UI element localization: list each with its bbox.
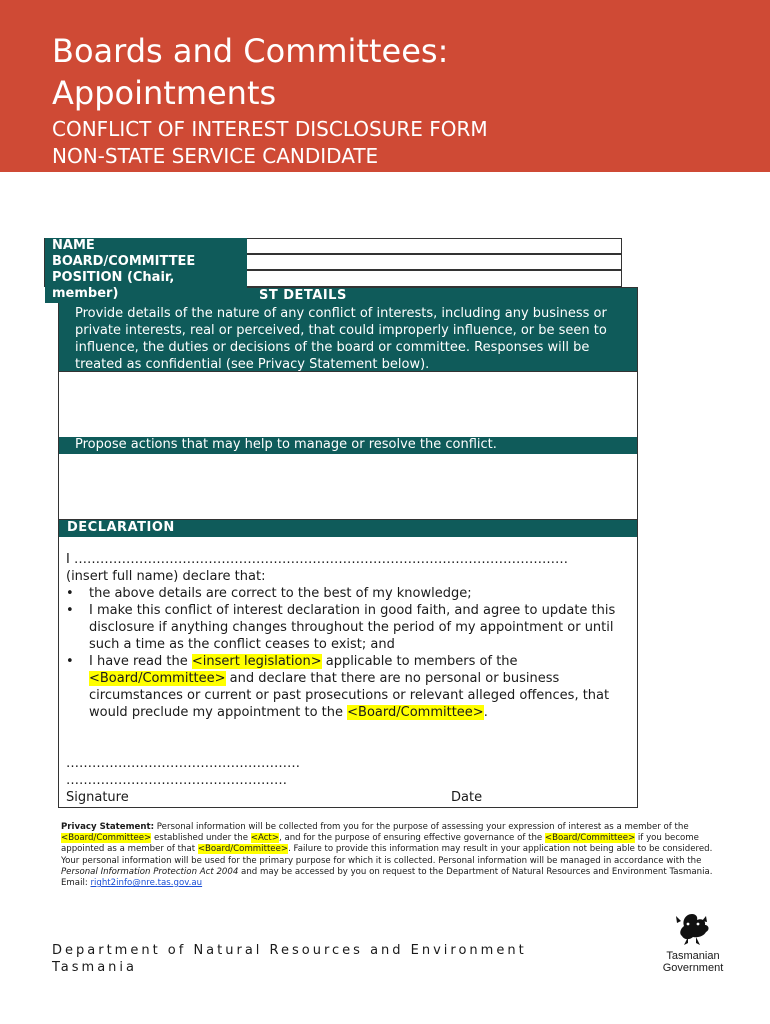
position-label-line: POSITION (Chair,: [52, 270, 175, 285]
logo-line: Tasmanian: [666, 950, 720, 962]
conflict-details-section: [58, 287, 638, 520]
conflict-intro-text: [75, 305, 635, 373]
placeholder-legislation: <insert legislation>: [191, 654, 322, 669]
actions-prompt-bar: [59, 437, 637, 454]
privacy-paragraph-1: [61, 822, 733, 856]
email-link[interactable]: right2info@nre.tas.gov.au: [90, 878, 203, 889]
text-run: if you become appointed as a member of that: [61, 833, 699, 855]
conflict-section-header-text: ST DETAILS: [259, 288, 347, 303]
logo-line: Government: [662, 962, 724, 974]
text-run: Personal information will be collected from you for the purpose of assessing your expression of interest as a member of the: [154, 822, 689, 832]
board-field[interactable]: [247, 255, 621, 269]
declaration-item: • I make this conflict of interest declaration in good faith, and agree to update this disclosure if anything changes throughout the period of my appointment or until such a time as the conflict ceases to exist; and: [66, 602, 632, 653]
text-run: .: [483, 705, 488, 720]
text-run: and may be accessed by you on request to the Department of Natural Resources and Environment Tasmania. Email:: [61, 866, 713, 889]
name-field[interactable]: [247, 239, 621, 253]
department-line: Tasmania: [52, 960, 137, 975]
placeholder-act: <Act>: [250, 833, 279, 844]
intro-line: influence, the duties or decisions of the board or committee. Responses will be: [75, 340, 590, 355]
signature-label: Signature: [66, 790, 129, 805]
page-subtitle: [52, 116, 488, 170]
position-label-line: member): [52, 286, 119, 301]
position-label: [45, 270, 247, 303]
name-label: NAME: [45, 238, 247, 254]
title-line-2: Appointments: [52, 74, 277, 112]
text-run: applicable to members of the: [321, 654, 518, 669]
full-name-dots[interactable]: I ……………………………………………………………………………………………………: [66, 552, 568, 567]
page-title: [52, 30, 448, 114]
declaration-list: [66, 585, 632, 721]
date-label: Date: [451, 790, 483, 805]
actions-field[interactable]: [59, 454, 637, 520]
text-run: , and for the purpose of ensuring effective governance of the: [279, 833, 545, 844]
intro-line: Provide details of the nature of any conflict of interests, including any business or: [75, 306, 607, 321]
declaration-intro: (insert full name) declare that:: [66, 569, 266, 584]
position-field[interactable]: [247, 271, 621, 285]
board-row: [44, 254, 622, 270]
placeholder-board: <Board/Committee>: [61, 833, 152, 844]
declaration-body: [66, 551, 632, 721]
text-run: established under the: [151, 833, 251, 844]
text-run: Your personal information will be used for the primary purpose for which it is collected. Personal information will be managed in accordance with the: [61, 855, 702, 866]
placeholder-board: <Board/Committee>: [197, 844, 289, 855]
intro-line: private interests, real or perceived, that could improperly influence, or be seen to: [75, 323, 607, 338]
placeholder-board: <Board/Committee>: [89, 671, 226, 686]
declaration-item: [66, 653, 632, 721]
declaration-item: • the above details are correct to the best of my knowledge;: [66, 585, 632, 602]
subtitle-line-2: NON-STATE SERVICE CANDIDATE: [52, 144, 379, 168]
declaration-header: [59, 520, 637, 537]
placeholder-board: <Board/Committee>: [347, 705, 484, 720]
text-run: . Failure to provide this information may result in your application not being able to be considered.: [288, 844, 713, 855]
header-banner: [0, 0, 770, 172]
intro-line: treated as confidential (see Privacy Statement below).: [75, 357, 430, 372]
name-row: [44, 238, 622, 254]
privacy-heading: Privacy Statement:: [61, 822, 155, 832]
title-line-1: Boards and Committees:: [52, 32, 449, 70]
date-line[interactable]: ……………………………………………: [66, 773, 287, 788]
signature-line[interactable]: ………………………………………………: [66, 756, 300, 771]
actions-prompt-text: Propose actions that may help to manage or resolve the conflict.: [75, 437, 497, 452]
conflict-details-field[interactable]: [59, 371, 637, 437]
act-name: Personal Information Protection Act 2004: [61, 866, 239, 877]
board-label: BOARD/COMMITTEE: [45, 254, 247, 270]
privacy-statement: [61, 822, 733, 889]
department-name: [52, 942, 527, 976]
government-logo-text: [648, 950, 738, 974]
text-run: and declare that there are no personal or business circumstances or current or past prosecutions or relevant alleged offences, that would preclude my appointment to the: [89, 671, 610, 720]
text-run: I have read the: [89, 654, 192, 669]
subtitle-line-1: CONFLICT OF INTEREST DISCLOSURE FORM: [52, 117, 488, 141]
declaration-header-text: DECLARATION: [67, 520, 175, 535]
privacy-paragraph-2: [61, 856, 733, 890]
placeholder-board: <Board/Committee>: [544, 833, 636, 844]
department-line: Department of Natural Resources and Environment: [52, 943, 527, 958]
